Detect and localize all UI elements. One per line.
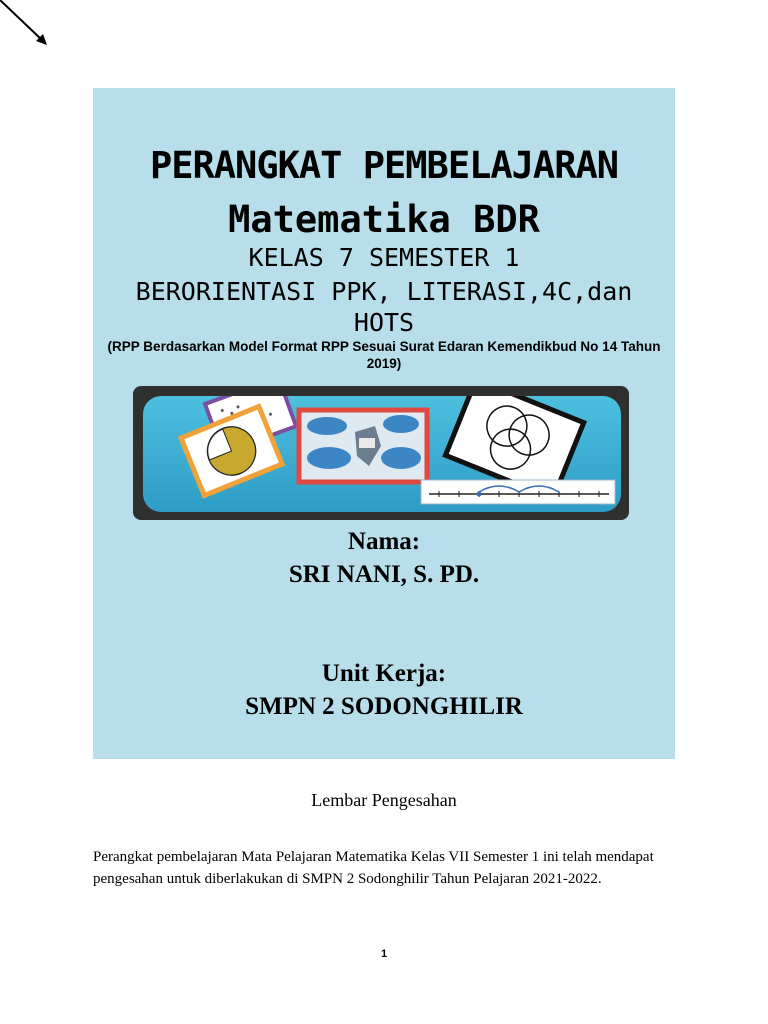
cover-subtitle-line1: KELAS 7 SEMESTER 1 [248,243,520,272]
unit-name: SMPN 2 SODONGHILIR [245,693,523,720]
cover-title-line1: PERANGKAT PEMBELAJARAN [149,144,619,187]
cover-page [93,88,675,759]
pie-chart-card-icon [181,407,282,496]
math-banner-inner [143,396,621,512]
unit-label: Unit Kerja: [321,660,447,687]
page-number: 1 [380,948,388,960]
cover-title-line2: Matematika BDR [228,198,540,241]
math-banner [133,386,629,520]
cover-subtitle-line2: BERORIENTASI PPK, LITERASI,4C,dan HOTS [135,277,633,337]
author-name: SRI NANI, S. PD. [288,561,480,588]
cover-note: (RPP Berdasarkan Model Format RPP Sesuai Surat Edaran Kemendikbud No 14 Tahun 2019) [107,339,661,371]
approval-paragraph: Perangkat pembelajaran Mata Pelajaran Matematika Kelas VII Semester 1 ini telah mendapat pengesahan untuk diberlakukan di SMPN 2 Sodonghilir Tahun Pelajaran 2021-2022. [93,849,654,887]
arrow-icon [0,0,52,50]
name-label: Nama: [347,528,421,555]
number-line-icon [421,480,615,504]
approval-heading: Lembar Pengesahan [311,790,457,810]
mind-map-card-icon [299,410,427,482]
